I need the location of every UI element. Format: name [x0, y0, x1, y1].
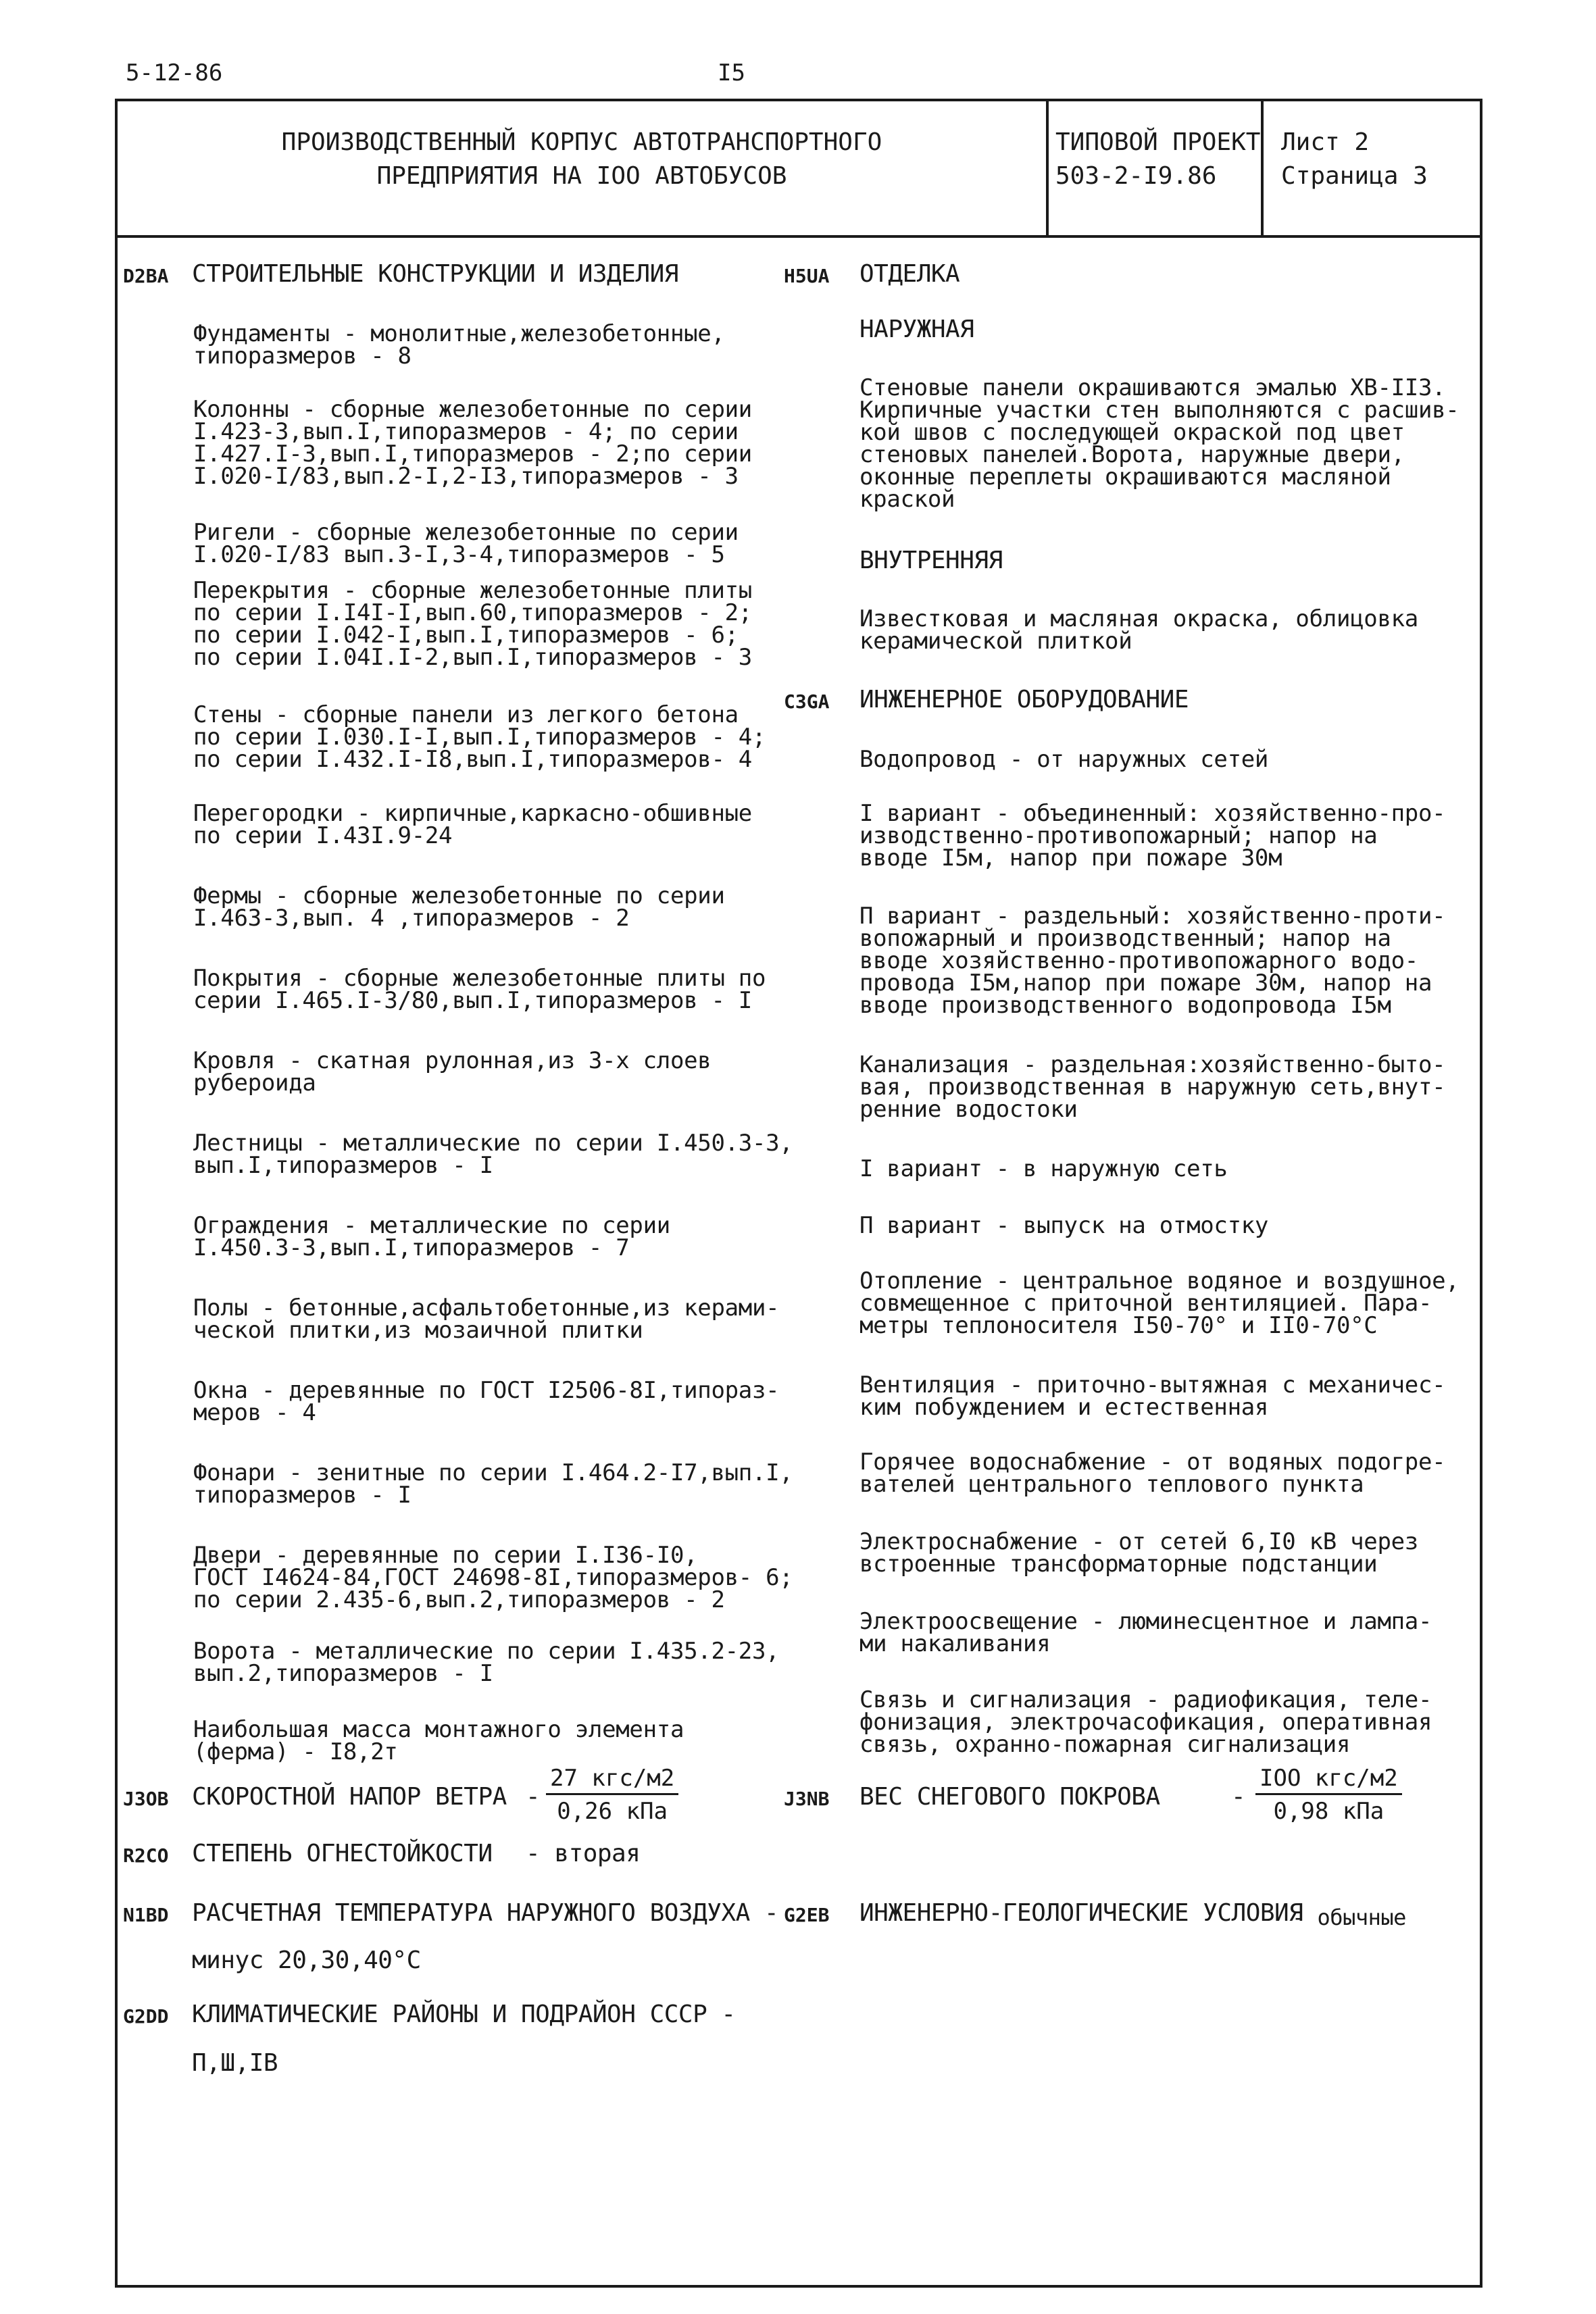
finish-heading: ОТДЕЛКА — [859, 260, 960, 288]
wind-value — [546, 1765, 678, 1825]
title-line-1: ПРОИЗВОДСТВЕННЫЙ КОРПУС АВТОТРАНСПОРТНОГО — [281, 128, 882, 156]
temperature-label: РАСЧЕТНАЯ ТЕМПЕРАТУРА НАРУЖНОГО ВОЗДУХА - — [192, 1899, 779, 1927]
temperature-value: минус 20,30,40°С — [192, 1946, 421, 1974]
item-water-supply: Водопровод - от наружных сетей — [859, 746, 1269, 773]
interior-text: Известковая и масляная окраска, облицовка керамической плиткой — [859, 605, 1418, 655]
snow-value-kpa: 0,98 кПа — [1273, 1798, 1385, 1825]
snow-value-kgf: IOO кгс/м2 — [1255, 1765, 1402, 1795]
item-communications: Связь и сигнализация - радиофикация, теле- фонизация, электрочасофикация, оперативная связь, охранно-пожарная сигнализация — [859, 1686, 1432, 1758]
item-water-variant-1: I вариант - объединенный: хозяйственно-про- изводственно-противопожарный; напор на вводе I5м, напор при пожаре 30м — [859, 800, 1446, 872]
item-skylights: Фонари - зенитные по серии I.464.2-I7,вып.I, типоразмеров - I — [193, 1459, 793, 1509]
project-cell — [1055, 126, 1260, 193]
item-columns: Колонны - сборные железобетонные по серии I.423-3,вып.I,типоразмеров - 4; по серии I.427.I-3,вып.I,типоразмеров - 2;по серии I.020-I/83,вып.2-I,2-I3,типоразмеров - 3 — [193, 396, 752, 490]
engineering-code: C3GA — [784, 690, 830, 713]
page-number: I5 — [718, 59, 745, 86]
exterior-text: Стеновые панели окрашиваются эмалью ХВ-II3. Кирпичные участки стен выполняются с расшив- кой швов с последующей окраской под цвет стеновых панелей.Ворота, наружные двери, оконные переплеты окрашиваются масляной краской — [859, 374, 1460, 513]
item-sewer-variant-1: I вариант - в наружную сеть — [859, 1155, 1228, 1182]
header-col-divider-2 — [1261, 99, 1264, 238]
item-walls: Стены - сборные панели из легкого бетона по серии I.030.I-I,вып.I,типоразмеров - 4; по серии I.432.I-I8,вып.I,типоразмеров- 4 — [193, 701, 766, 773]
item-foundations: Фундаменты - монолитные,железобетонные, типоразмеров - 8 — [193, 320, 725, 370]
interior-heading: ВНУТРЕННЯЯ — [859, 547, 1003, 574]
exterior-heading: НАРУЖНАЯ — [859, 316, 974, 343]
item-power-supply: Электроснабжение - от сетей 6,I0 кВ через встроенные трансформаторные подстанции — [859, 1528, 1418, 1578]
fire-code: R2CO — [123, 1844, 169, 1867]
left-section-heading: СТРОИТЕЛЬНЫЕ КОНСТРУКЦИИ И ИЗДЕЛИЯ — [192, 260, 678, 288]
wind-dash: - — [526, 1783, 541, 1811]
item-railings: Ограждения - металлические по серии I.450.3-3,вып.I,типоразмеров - 7 — [193, 1212, 670, 1261]
item-floors-slabs: Перекрытия - сборные железобетонные плиты по серии I.I4I-I,вып.60,типоразмеров - 2; по серии I.042-I,вып.I,типоразмеров - 6; по серии I.04I.I-2,вып.I,типоразмеров - 3 — [193, 577, 752, 671]
project-label: ТИПОВОЙ ПРОЕКТ — [1055, 128, 1261, 156]
wind-value-kgf: 27 кгс/м2 — [546, 1765, 678, 1795]
item-beams: Ригели - сборные железобетонные по серии I.020-I/83 вып.3-I,3-4,типоразмеров - 5 — [193, 519, 739, 568]
sheet-label: Лист 2 — [1281, 128, 1370, 156]
snow-dash: - — [1231, 1783, 1246, 1811]
item-roof-slabs: Покрытия - сборные железобетонные плиты по серии I.465.I-3/80,вып.I,типоразмеров - I — [193, 965, 766, 1014]
item-sewerage: Канализация - раздельная:хозяйственно-быто- вая, производственная в наружную сеть,внут- ренние водостоки — [859, 1051, 1446, 1123]
snow-value — [1255, 1765, 1402, 1825]
wind-code: J3OB — [123, 1788, 169, 1810]
climate-code: G2DD — [123, 2005, 169, 2028]
snow-code: J3NB — [784, 1788, 830, 1810]
climate-value: П,Ш,IВ — [192, 2049, 278, 2077]
header-col-divider-1 — [1046, 99, 1049, 238]
page-label: Страница 3 — [1281, 162, 1428, 190]
wind-value-kpa: 0,26 кПа — [557, 1798, 668, 1825]
finish-code: H5UA — [784, 265, 830, 287]
left-section-code: D2BA — [123, 265, 169, 287]
fire-label: СТЕПЕНЬ ОГНЕСТОЙКОСТИ — [192, 1840, 493, 1867]
item-partitions: Перегородки - кирпичные,каркасно-обшивные по серии I.43I.9-24 — [193, 800, 752, 849]
item-water-variant-2: П вариант - раздельный: хозяйственно-проти- вопожарный и производственный; напор на вводе хозяйственно-противопожарного водо- провода I5м,напор при пожаре 30м, напор на вводе производственного водопровода I5м — [859, 903, 1446, 1019]
engineering-heading: ИНЖЕНЕРНОЕ ОБОРУДОВАНИЕ — [859, 686, 1189, 713]
snow-label: ВЕС СНЕГОВОГО ПОКРОВА — [859, 1783, 1160, 1811]
item-stairs: Лестницы - металлические по серии I.450.3-3, вып.I,типоразмеров - I — [193, 1130, 793, 1179]
item-windows: Окна - деревянные по ГОСТ I2506-8I,типораз- меров - 4 — [193, 1377, 780, 1426]
item-ventilation: Вентиляция - приточно-вытяжная с механичес- ким побуждением и естественная — [859, 1372, 1446, 1421]
title-line-2: ПРЕДПРИЯТИЯ НА IOO АВТОБУСОВ — [376, 162, 787, 190]
header-divider — [115, 235, 1482, 238]
document-title — [118, 126, 1046, 193]
item-heating: Отопление - центральное водяное и воздушное, совмещенное с приточной вентиляцией. Пара- метры теплоносителя I50-70° и II0-70°С — [859, 1267, 1460, 1339]
geology-value: - обычные — [1292, 1905, 1406, 1930]
item-hot-water: Горячее водоснабжение - от водяных подогре- вателей центрального теплового пункта — [859, 1449, 1446, 1498]
geology-code: G2EB — [784, 1904, 830, 1926]
item-sewer-variant-2: П вариант - выпуск на отмостку — [859, 1212, 1269, 1239]
geology-label: ИНЖЕНЕРНО-ГЕОЛОГИЧЕСКИЕ УСЛОВИЯ — [859, 1899, 1303, 1927]
item-roofing: Кровля - скатная рулонная,из 3-х слоев рубероида — [193, 1047, 712, 1097]
item-doors: Двери - деревянные по серии I.I36-I0, ГОСТ I4624-84,ГОСТ 24698-8I,типоразмеров- 6; по серии 2.435-6,вып.2,типоразмеров - 2 — [193, 1542, 793, 1613]
item-floors: Полы - бетонные,асфальтобетонные,из керами- ческой плитки,из мозаичной плитки — [193, 1294, 780, 1344]
item-max-mass: Наибольшая масса монтажного элемента (ферма) - I8,2т — [193, 1716, 684, 1765]
sheet-cell — [1281, 126, 1428, 193]
temperature-code: N1BD — [123, 1904, 169, 1926]
item-lighting: Электроосвещение - люминесцентное и лампа- ми накаливания — [859, 1608, 1432, 1657]
fire-value: - вторая — [526, 1840, 641, 1867]
item-gates: Ворота - металлические по серии I.435.2-23, вып.2,типоразмеров - I — [193, 1638, 780, 1687]
page-date: 5-12-86 — [126, 59, 223, 86]
climate-label: КЛИМАТИЧЕСКИЕ РАЙОНЫ И ПОДРАЙОН СССР - — [192, 2001, 736, 2028]
wind-label: СКОРОСТНОЙ НАПОР ВЕТРА — [192, 1783, 507, 1811]
project-number: 503-2-I9.86 — [1055, 162, 1217, 190]
item-trusses: Фермы - сборные железобетонные по серии I.463-3,вып. 4 ,типоразмеров - 2 — [193, 882, 725, 932]
